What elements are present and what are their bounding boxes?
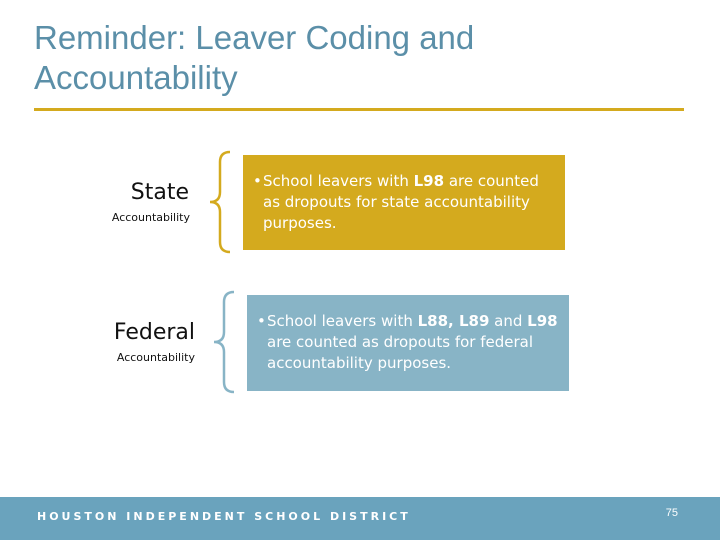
state-sublabel: Accountability — [111, 211, 190, 224]
federal-text-after: are counted as dropouts for federal accountability purposes. — [267, 333, 534, 372]
title-divider — [34, 108, 684, 111]
federal-text-mid: and — [489, 312, 528, 330]
district-name: HOUSTON INDEPENDENT SCHOOL DISTRICT — [37, 510, 411, 523]
state-codes: L98 — [413, 172, 445, 190]
slide-title — [34, 18, 474, 98]
federal-text-before: School leavers with — [267, 312, 418, 330]
state-text-after: are counted as dropouts for state accountability purposes. — [263, 172, 539, 232]
federal-label: Federal — [113, 320, 195, 345]
slide-title-line2: Accountability — [34, 59, 238, 96]
state-brace — [206, 150, 232, 254]
state-info-box — [243, 155, 565, 250]
federal-codes2: L98 — [527, 312, 558, 330]
state-info-text — [263, 171, 559, 234]
federal-brace — [210, 290, 236, 394]
bullet-icon: • — [253, 172, 262, 190]
state-text-before: School leavers with — [263, 172, 414, 190]
slide-title-line1: Reminder: Leaver Coding and — [34, 19, 475, 56]
federal-codes: L88, L89 — [417, 312, 490, 330]
page-number: 75 — [665, 507, 678, 519]
federal-info-box — [247, 295, 569, 391]
federal-info-text — [267, 311, 563, 374]
bullet-icon: • — [257, 312, 266, 330]
state-label: State — [130, 180, 189, 205]
footer-bar — [0, 497, 720, 540]
federal-sublabel: Accountability — [116, 351, 195, 364]
